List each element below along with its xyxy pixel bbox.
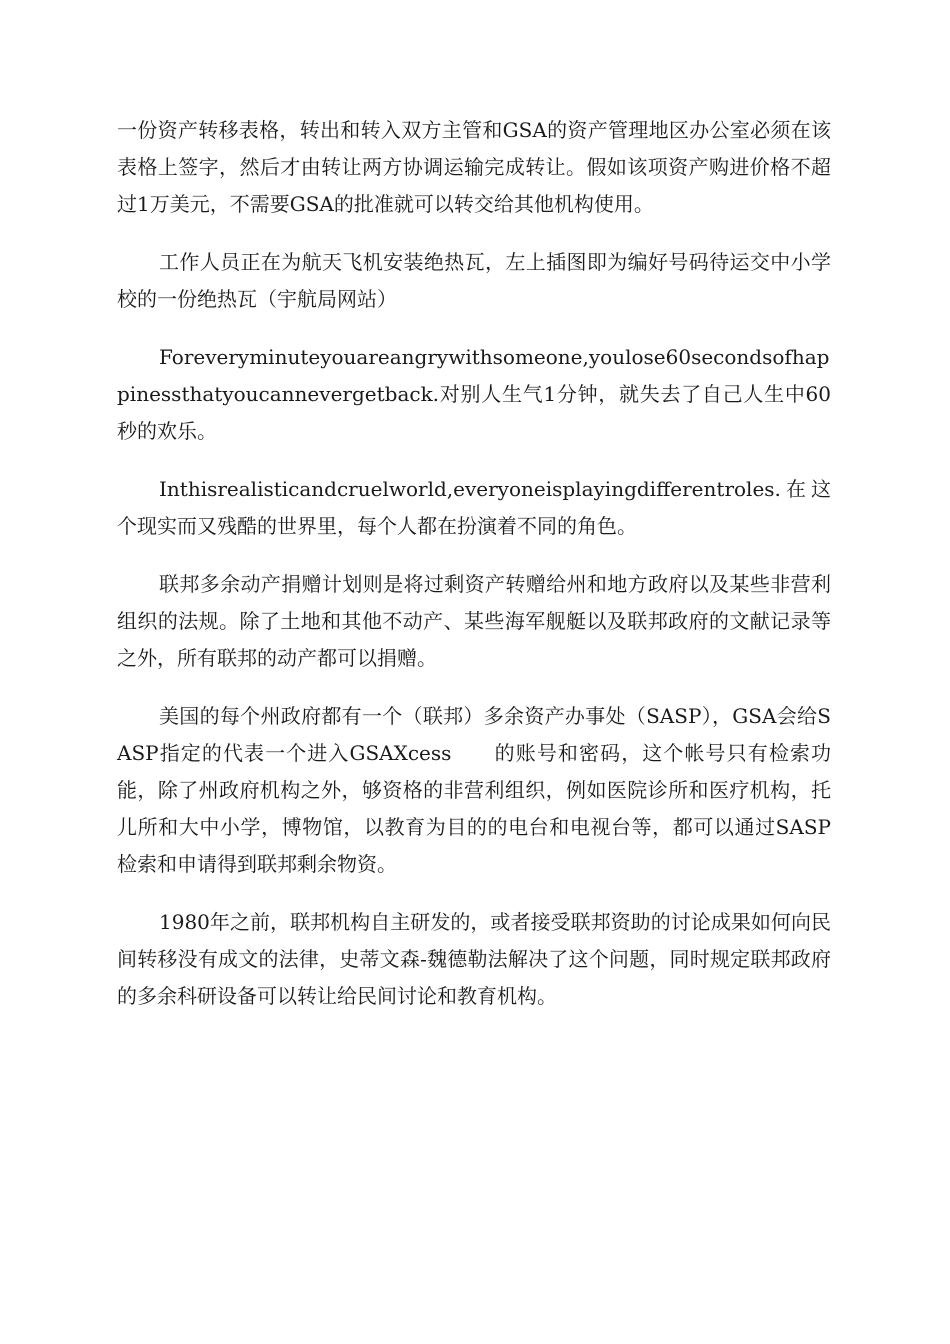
- paragraph-donation-program: 联邦多余动产捐赠计划则是将过剩资产转赠给州和地方政府以及某些非营利组织的法规。除了土地和其他不动产、某些海军舰艇以及联邦政府的文献记录等之外，所有联邦的动产都可以捐赠。: [117, 572, 831, 670]
- paragraph-roles-quote: Inthisrealisticandcruelworld,everyoneisplayingdifferentroles.在这个现实而又残酷的世界里，每个人都在扮演着不同的角色。: [117, 477, 831, 538]
- paragraph-stevenson-wydler: 1980年之前，联邦机构自主研发的，或者接受联邦资助的讨论成果如何向民间转移没有成文的法律，史蒂文森-魏德勒法解决了这个问题，同时规定联邦政府的多余科研设备可以转让给民间讨论和教育机构。: [117, 910, 831, 1008]
- paragraph-angry-quote: Foreveryminuteyouareangrywithsomeone,youlose60secondsofhappinessthatyoucannevergetback.对别人生气1分钟，就失去了自己人生中60秒的欢乐。: [117, 345, 831, 443]
- document-body: [117, 112, 831, 1036]
- paragraph-shuttle-tiles: 工作人员正在为航天飞机安装绝热瓦，左上插图即为编好号码待运交中小学校的一份绝热瓦（宇航局网站）: [117, 250, 831, 311]
- paragraph-sasp: 美国的每个州政府都有一个（联邦）多余资产办事处（SASP），GSA会给SASP指定的代表一个进入GSAXcess 的账号和密码，这个帐号只有检索功能，除了州政府机构之外，够资格的非营利组织，例如医院诊所和医疗机构，托儿所和大中小学，博物馆，以教育为目的的电台和电视台等，都可以通过SASP检索和申请得到联邦剩余物资。: [117, 704, 831, 876]
- paragraph-asset-transfer: 一份资产转移表格，转出和转入双方主管和GSA的资产管理地区办公室必须在该表格上签字，然后才由转让两方协调运输完成转让。假如该项资产购进价格不超过1万美元，不需要GSA的批准就可以转交给其他机构使用。: [117, 118, 831, 216]
